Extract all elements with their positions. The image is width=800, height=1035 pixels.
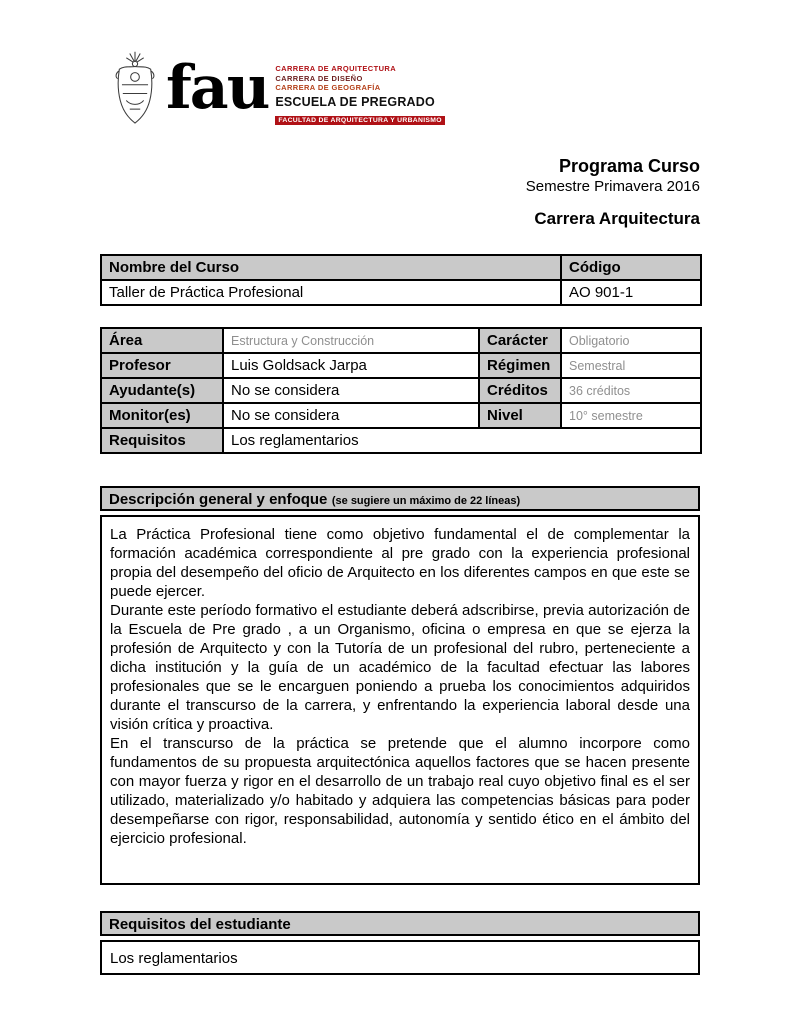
table-row (101, 403, 701, 428)
description-section-header (100, 486, 700, 511)
nivel-value: 10° semestre (561, 403, 701, 428)
course-info-table (100, 327, 702, 454)
escuela-pregrado-line: ESCUELA DE PREGRADO (275, 94, 435, 109)
course-name-header: Nombre del Curso (101, 255, 561, 280)
course-name-value: Taller de Práctica Profesional (101, 280, 561, 305)
course-table-header-row (101, 255, 701, 280)
course-code-header: Código (561, 255, 701, 280)
regimen-value: Semestral (561, 353, 701, 378)
area-value: Estructura y Construcción (223, 328, 479, 353)
description-paragraph: En el transcurso de la práctica se pretende que el alumno incorpore como fundamentos de su propuesta arquitectónica aquellos factores que se hacen presente con mayor fuerza y rigor en el desarrollo de un trabajo real cuyo objetivo final es el ser utilizado, materializado y/o habitado y adquiera las competencias básicas para poder desempeñarse con rigor, responsabilidad, autonomía y sentido ético en el ámbito del ejercicio profesional. (110, 735, 690, 847)
requisitos-value: Los reglamentarios (223, 428, 701, 453)
course-table-value-row (101, 280, 701, 305)
fau-logo (108, 50, 700, 130)
fau-wordmark: fau (166, 53, 269, 123)
monitor-value: No se considera (223, 403, 479, 428)
carrera-geografia-line: CARRERA DE GEOGRAFÍA (275, 83, 381, 92)
carrera-arquitectura-line: CARRERA DE ARQUITECTURA (275, 64, 397, 73)
area-label: Área (101, 328, 223, 353)
description-paragraph: Durante este período formativo el estudiante deberá adscribirse, previa autorización de la Escuela de Pre grado , a un Organismo, oficina o empresa en que se ejerza la profesión de Arquitecto y con la Tutoría de un profesional del rubro, perteneciente a dicha institución y la guía de un académico de la facultad efectuar las labores profesionales que se le encarguen poniendo a prueba los conocimientos adquiridos durante el transcurso de la carrera, y enfrentando la experiencia laboral desde una visión crítica y proactiva. (110, 602, 690, 733)
description-title: Descripción general y enfoque (109, 491, 328, 508)
regimen-label: Régimen (479, 353, 561, 378)
semester-label: Semestre Primavera 2016 (525, 178, 700, 195)
logo-text-lines (275, 64, 444, 127)
table-row (101, 353, 701, 378)
ayudante-label: Ayudante(s) (101, 378, 223, 403)
page-content (100, 50, 700, 975)
carrera-diseno-line: CARRERA DE DISEÑO (275, 73, 363, 83)
table-row (101, 428, 701, 453)
nivel-label: Nivel (479, 403, 561, 428)
creditos-value: 36 créditos (561, 378, 701, 403)
profesor-value: Luis Goldsack Jarpa (223, 353, 479, 378)
description-box (100, 515, 700, 885)
student-requirements-title: Requisitos del estudiante (109, 916, 291, 933)
facultad-line: FACULTAD DE ARQUITECTURA Y URBANISMO (275, 116, 444, 125)
caracter-label: Carácter (479, 328, 561, 353)
career-label: Carrera Arquitectura (534, 209, 700, 228)
description-subtitle: (se sugiere un máximo de 22 líneas) (331, 495, 521, 507)
course-table (100, 254, 702, 306)
table-row (101, 378, 701, 403)
caracter-value: Obligatorio (561, 328, 701, 353)
course-code-value: AO 901-1 (561, 280, 701, 305)
student-requirements-box: Los reglamentarios (100, 940, 700, 975)
ayudante-value: No se considera (223, 378, 479, 403)
student-requirements-header (100, 911, 700, 936)
table-row (101, 328, 701, 353)
description-paragraph: La Práctica Profesional tiene como objetivo fundamental el de complementar la formación académica correspondiente al pre grado con la experiencia profesional propia del desempeño del oficio de Arquitecto en los diferentes campos en que este se puede ejercer. (110, 526, 690, 600)
monitor-label: Monitor(es) (101, 403, 223, 428)
creditos-label: Créditos (479, 378, 561, 403)
document-header (100, 156, 700, 229)
document-title: Programa Curso (558, 156, 700, 176)
profesor-label: Profesor (101, 353, 223, 378)
university-crest-icon (108, 50, 162, 130)
requisitos-label: Requisitos (101, 428, 223, 453)
